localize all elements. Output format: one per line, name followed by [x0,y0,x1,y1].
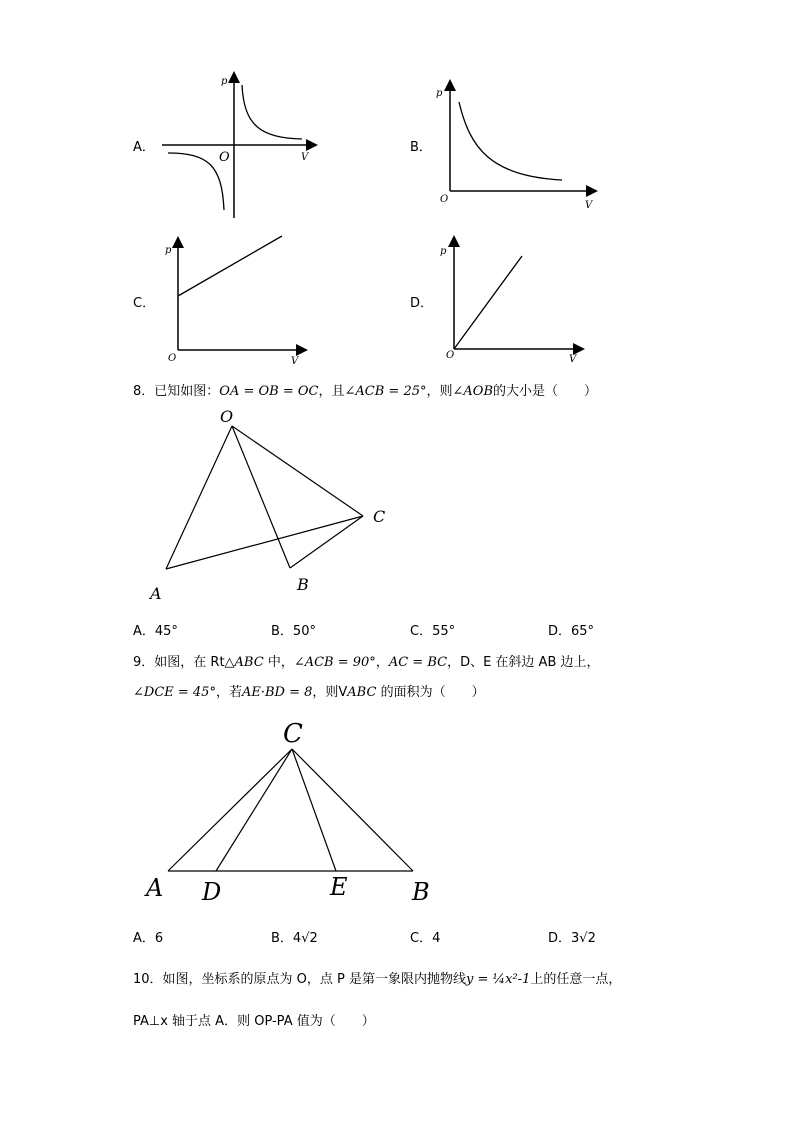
vertex-A-label: A [150,584,162,603]
q10-text-a: 如图，坐标系的原点为 O，点 P 是第一象限内抛物线 [162,972,467,987]
q7-option-b-label[interactable]: B． [410,140,432,155]
vertex-B-label: B [412,878,430,906]
q9-eq-product: AE·BD = 8 [241,685,313,700]
hyperbola-branch-upper [242,85,302,139]
q8-answer-c[interactable]: C．55° [410,624,456,639]
y-axis-label: p [440,246,447,257]
segment-CA [168,749,292,871]
q9-text-then: ，则V [312,685,348,700]
segment-BC [290,516,363,568]
q9-text-a: 如图，在 Rt△ [154,655,235,670]
vertex-B-label: B [297,575,309,594]
q9-text-if: ，若 [215,685,242,700]
q10-text-line2: PA⊥x 轴于点 A．则 OP-PA 值为（ ） [133,1014,375,1029]
q10-number: 10． [133,972,163,987]
q7-option-c-label[interactable]: C． [133,296,156,311]
segment-AC [166,516,363,569]
segment-CE [292,749,336,871]
q9-triangle-name: ABC [347,685,377,700]
q9-figure [140,712,450,912]
q9-text-c: 中， [263,655,294,670]
origin-label: O [446,350,455,361]
x-axis-label: V [291,356,299,367]
q9-answer-c[interactable]: C．4 [410,931,441,946]
q8-eq2: ∠ACB = 25° [344,384,427,399]
q10-parabola-eq: y = ¼x²-1 [466,972,531,987]
proportional-line [454,256,522,349]
q8-number: 8． [133,384,155,399]
q8-answer-a[interactable]: A．45° [133,624,178,639]
q8-eq3: ∠AOB [452,384,493,399]
segment-OA [166,426,232,569]
origin-label: O [440,194,449,205]
segment-CD [216,749,292,871]
q7-graph-d [430,233,590,368]
q9-text-e: ， [375,655,389,670]
vertex-O-label: O [220,407,234,426]
q7-option-d-label[interactable]: D． [410,296,434,311]
origin-label: O [168,353,177,364]
y-axis-label: p [436,88,443,99]
q9-question-line-2 [133,681,485,700]
q7-option-a-label[interactable]: A． [133,140,155,155]
q8-figure [140,400,410,610]
q9-eq-angle: ∠ACB = 90° [293,655,376,670]
q8-question-text [133,380,597,399]
q7-graph-c [160,233,310,368]
hyperbola-branch-lower [168,153,224,210]
q9-question-line-1 [133,651,600,670]
segment-OC [232,426,363,516]
q8-text-d: 的大小是（ ） [493,384,598,399]
q8-text-a: 已知如图： [154,384,220,399]
q10-text-b: 上的任意一点， [530,972,622,987]
q8-answer-d[interactable]: D．65° [548,624,595,639]
q9-eq-dce: ∠DCE = 45° [133,685,216,700]
point-E-label: E [330,873,348,901]
q8-answer-b[interactable]: B．50° [271,624,316,639]
point-D-label: D [202,878,222,906]
q9-eq-sides: AC = BC [388,655,448,670]
x-axis-label: V [301,152,309,163]
q9-text-b: ABC [234,655,264,670]
q8-eq1: OA = OB = OC [219,384,319,399]
q7-graph-b [430,78,600,213]
q9-text-g: ，D、E 在斜边 AB 边上， [447,655,600,670]
y-axis-label: p [165,245,172,256]
q9-answer-a[interactable]: A．6 [133,931,164,946]
q9-number: 9． [133,655,155,670]
q9-answer-b[interactable]: B．4√2 [271,931,318,946]
inverse-curve [459,102,562,180]
q9-answer-d[interactable]: D．3√2 [548,931,596,946]
q8-text-c: ，则 [426,384,453,399]
x-axis-label: V [585,200,593,211]
vertex-C-label: C [283,719,303,749]
x-axis-label: V [569,354,577,365]
vertex-C-label: C [373,507,386,526]
origin-label: O [219,150,230,165]
q7-graph-a [160,70,320,222]
q8-text-b: ，且 [318,384,345,399]
segment-CB [292,749,413,871]
linear-graph [178,236,282,296]
q9-text-area: 的面积为（ ） [376,685,485,700]
segment-OB [232,426,290,568]
q10-question-line-2 [133,1010,375,1029]
vertex-A-label: A [146,874,164,902]
y-axis-label: p [221,76,228,87]
q10-question-line-1 [133,968,621,987]
